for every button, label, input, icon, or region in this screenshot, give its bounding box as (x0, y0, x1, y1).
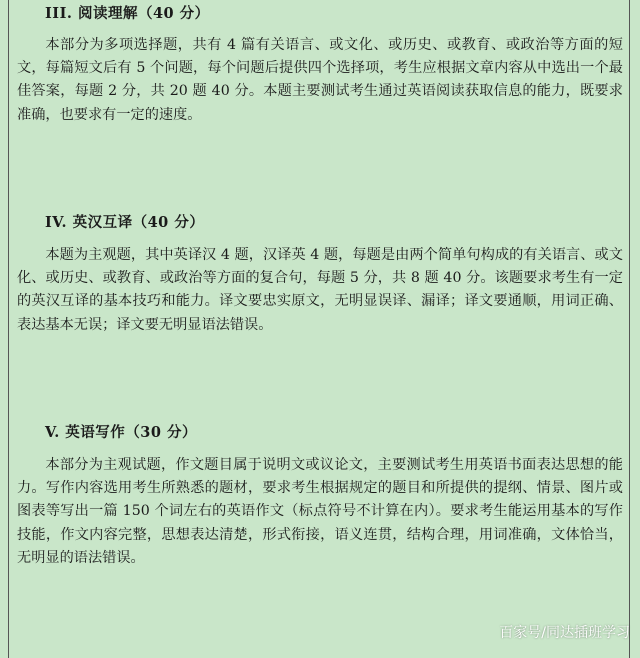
section-heading-translation: IV. 英汉互译（40 分） (45, 214, 205, 231)
watermark: 百家号/同达插班学习 (499, 625, 630, 641)
section-heading-reading: III. 阅读理解（40 分） (45, 5, 210, 22)
section-body-writing: 本部分为主观试题，作文题目属于说明文或议论文，主要测试考生用英语书面表达思想的能力。写作内容选用考生所熟悉的题材，要求考生根据规定的题目和所提供的提纲、情景、图片或图表等写出一篇 150 个词左右的英语作文（标点符号不计算在内）。要求考生能运用基本的写作技能，作文内容完整，思想表达清楚，形式衔接，语义连贯，结构合理，用词准确，文体恰当，无明显的语法错误。 (17, 457, 623, 566)
section-heading-writing: V. 英语写作（30 分） (45, 424, 198, 441)
section-body-reading: 本部分为多项选择题，共有 4 篇有关语言、或文化、或历史、或教育、或政治等方面的短文，每篇短文后有 5 个问题，每个问题后提供四个选择项，考生应根据文章内容从中选出一个最佳答案，每题 2 分，共 20 题 40 分。本题主要测试考生通过英语阅读获取信息的能力，既要求准确，也要求有一定的速度。 (17, 37, 623, 123)
section-body-translation: 本题为主观题，其中英译汉 4 题，汉译英 4 题，每题是由两个简单句构成的有关语言、或文化、或历史、或教育、或政治等方面的复合句，每题 5 分，共 8 题 40 分。该题要求考生有一定的英汉互译的基本技巧和能力。译文要忠实原文，无明显误译、漏译；译文要通顺，用词正确、表达基本无误；译文要无明显语法错误。 (17, 247, 623, 333)
